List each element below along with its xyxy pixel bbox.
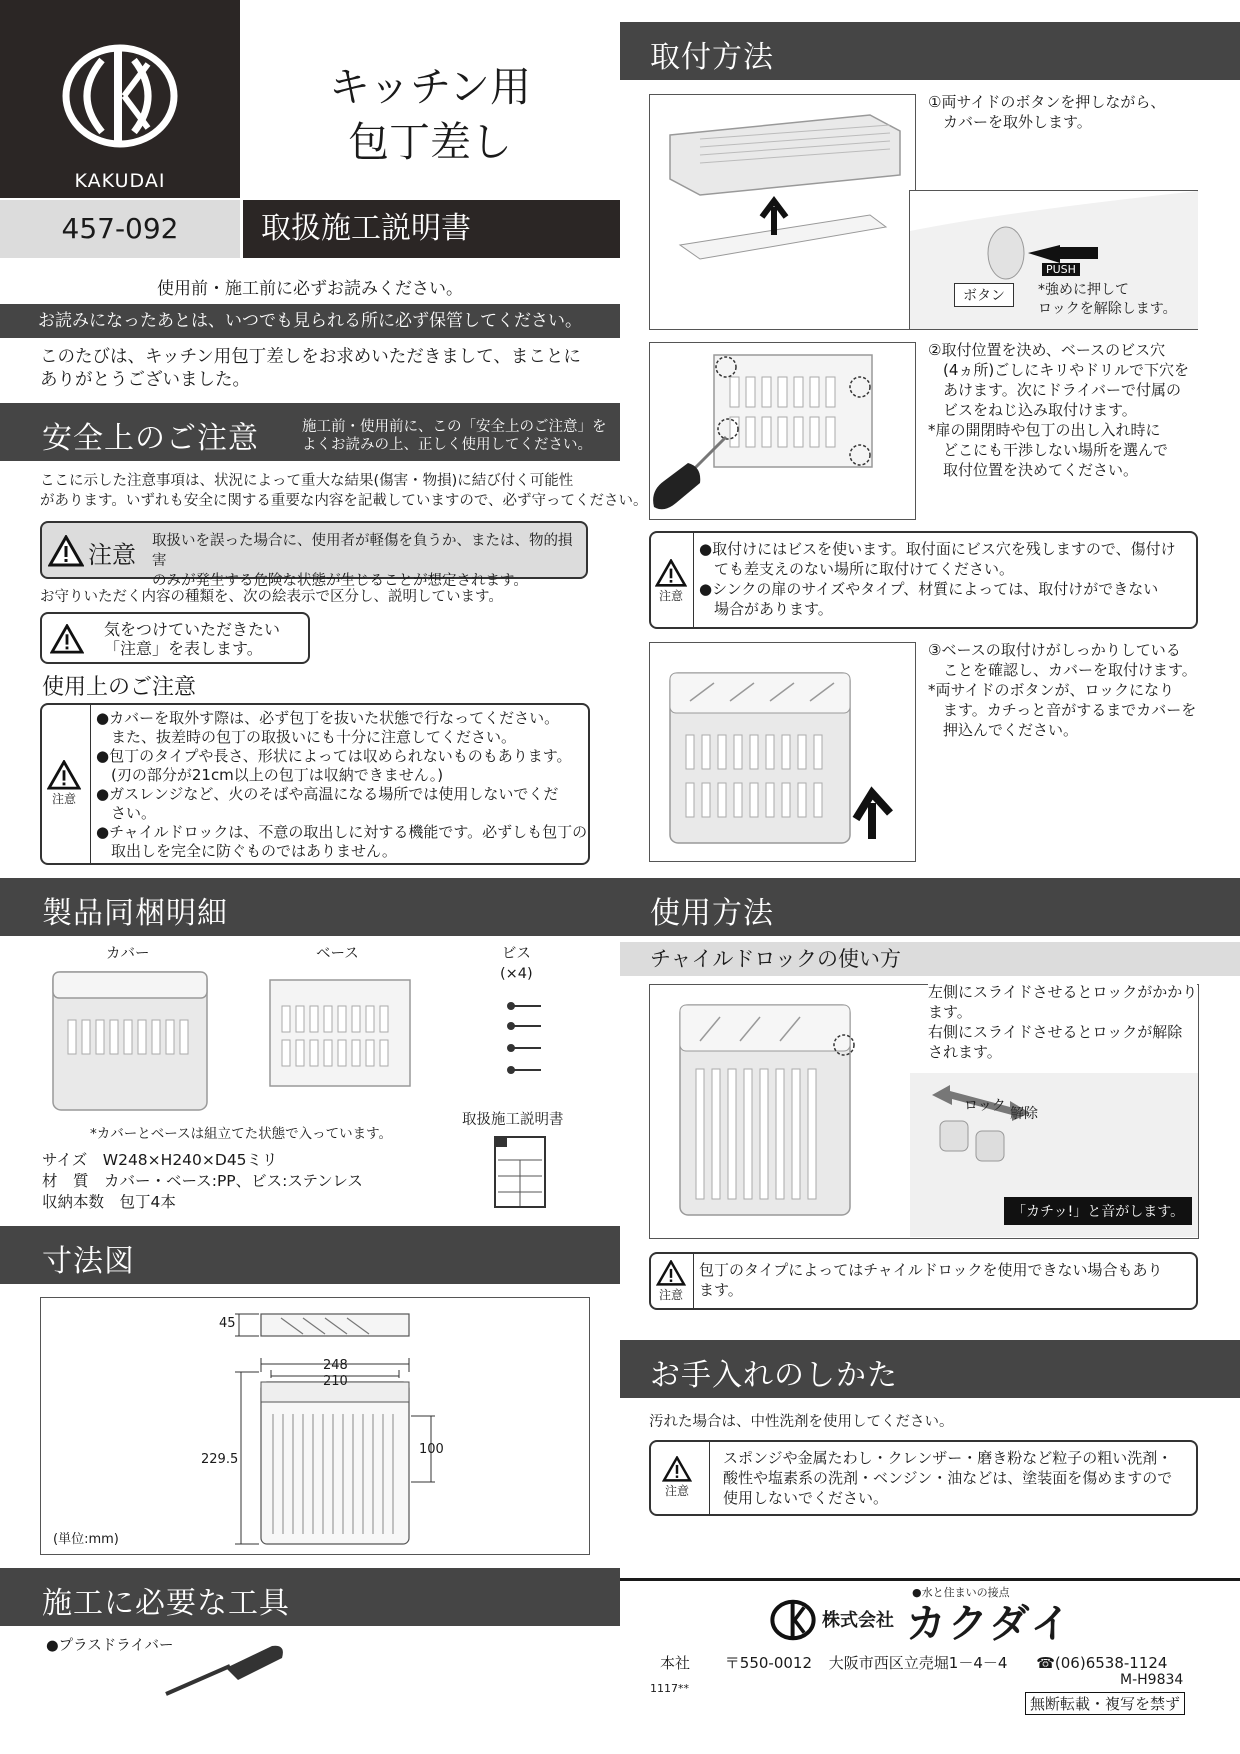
footer-tagline: ●水と住まいの接点 [912, 1586, 1010, 1599]
dim-pitch: 100 [419, 1442, 444, 1457]
warning-triangle-icon [662, 1456, 692, 1482]
kakudai-logo-icon [62, 44, 178, 148]
usage-caution-title: 使用上のご注意 [42, 675, 197, 700]
press-note [1038, 281, 1177, 319]
safety-note-line1: 施工前・使用前に、この「安全上のご注意」を [302, 419, 607, 435]
list-item: ●チャイルドロックは、不意の取出しに対する機能です。必ずしも包丁の [96, 823, 588, 841]
care-title: お手入れのしかた [650, 1358, 898, 1393]
list-item: また、抜差時の包丁の取扱いにも十分に注意してください。 [96, 728, 517, 746]
list-item: ことを確認し、カバーを取付けます。 [928, 661, 1197, 679]
care-caution-text [723, 1448, 1172, 1508]
childlock-caution-label [655, 1260, 687, 1303]
list-item: ます。カチっと音がするまでカバーを [928, 701, 1197, 719]
cover-image [50, 964, 210, 1114]
lock-label: ロック [964, 1098, 1006, 1114]
dim-width-inner: 210 [323, 1374, 348, 1389]
hq-label: 本社 [660, 1654, 691, 1672]
warning-triangle-icon [655, 559, 687, 587]
list-item: どこにも干渉しない場所を選んで [928, 441, 1169, 459]
list-item: ②取付位置を決め、ベースのビス穴 [928, 341, 1166, 359]
assembled-note: *カバーとベースは組立てた状態で入っています。 [90, 1126, 392, 1142]
dim-height: 229.5 [201, 1452, 239, 1467]
list-item: 酸性や塩素系の洗剤・ベンジン・油などは、塗装面を傷めますので [723, 1469, 1173, 1487]
safety-desc [40, 471, 648, 511]
list-item: 場合があります。 [699, 600, 833, 618]
step3-illustration [649, 642, 916, 862]
doc-code: M-H9834 [1120, 1672, 1184, 1688]
list-item: ●カバーを取外す際は、必ず包丁を抜いた状態で行なってください。 [96, 709, 560, 727]
list-item: ③ベースの取付けがしっかりしている [928, 641, 1181, 659]
safety-desc-line1: ここに示した注意事項は、状況によって重大な結果(傷害・物損)に結び付く可能性 [40, 473, 574, 489]
phone-number: ☎(06)6538-1124 [1036, 1654, 1168, 1672]
list-item: ●シンクの扉のサイズやタイプ、材質によっては、取付けができない [699, 580, 1159, 598]
dimensions-title: 寸法図 [42, 1244, 135, 1279]
product-title-line1: キッチン用 [328, 63, 532, 111]
list-item: さい。 [96, 804, 157, 822]
company-name: カクダイ [906, 1601, 1073, 1647]
childlock-text [928, 982, 1197, 1062]
base-mounting-image [650, 343, 916, 519]
safety-title: 安全上のご注意 [42, 421, 259, 456]
company-prefix: 株式会社 [822, 1610, 894, 1631]
list-item: ます。 [928, 1003, 972, 1021]
list-item: 左側にスライドさせるとロックがかかり [928, 983, 1198, 1001]
screw-label [500, 944, 533, 984]
print-code: 1117** [650, 1682, 689, 1695]
divider [693, 533, 694, 627]
product-title [240, 60, 620, 170]
safety-desc-line2: があります。いずれも安全に関する重要な内容を記載していますので、必ず守ってください。 [40, 493, 648, 509]
list-item: 使用しないでください。 [723, 1489, 889, 1507]
dim-depth: 45 [219, 1316, 236, 1331]
step1-line2: カバーを取外します。 [928, 113, 1092, 131]
release-label: 解除 [1010, 1106, 1038, 1122]
screws-image [505, 998, 545, 1080]
caution-definition-line1: 取扱いを誤った場合に、使用者が軽傷を負うか、または、物的損害 [152, 533, 573, 569]
press-note-line1: *強めに押して [1038, 282, 1129, 298]
footer-rule [620, 1578, 1240, 1581]
list-item: ビスをねじ込み取付けます。 [928, 401, 1137, 419]
intro-line1: このたびは、キッチン用包丁差しをお求めいただきまして、まことに [40, 347, 581, 367]
address: 大阪市西区立売堀1－4－4 [828, 1654, 1008, 1672]
dimensions-heading-bar [0, 1226, 620, 1284]
spec-material: 材 質 カバー・ベース:PP、ビス:ステンレス [42, 1172, 363, 1190]
product-number: 457-092 [0, 200, 240, 258]
childlock-caution-line2: ます。 [699, 1281, 743, 1299]
childlock-caution-box [649, 1252, 1198, 1310]
list-item: (刃の部分が21cm以上の包丁は収納できません。) [96, 766, 444, 784]
safety-note-line2: よくお読みの上、正しく使用してください。 [302, 437, 592, 453]
tools-heading-bar [0, 1568, 620, 1626]
unit-label: (単位:mm) [53, 1532, 119, 1547]
childlock-caution-label-text: 注意 [658, 1288, 683, 1302]
install-caution-box [649, 531, 1198, 629]
symbol-legend-box [40, 612, 310, 664]
spec-list [42, 1150, 363, 1213]
list-item: 右側にスライドさせるとロックが解除 [928, 1023, 1183, 1041]
base-image [262, 976, 420, 1090]
divider [693, 1254, 694, 1308]
usage-caution-list [96, 709, 587, 861]
classify-text: お守りいただく内容の種類を、次の絵表示で区分し、説明しています。 [40, 589, 503, 605]
caution-definition-line2: のみが発生する危険な状態が生じることが想定されます。 [152, 573, 528, 589]
symbol-legend-line1: 気をつけていただきたい [104, 620, 281, 639]
list-item: 取付位置を決めてください。 [928, 461, 1139, 479]
safety-note [302, 418, 607, 454]
step1-line1: ①両サイドのボタンを押しながら、 [928, 93, 1166, 111]
intro-line2: ありがとうございました。 [40, 370, 250, 390]
install-heading-bar [620, 22, 1240, 80]
tool-item: ●プラスドライバー [46, 1638, 174, 1654]
step1-text [928, 92, 1165, 132]
step2-text [928, 340, 1189, 480]
care-caution-label-text: 注意 [664, 1484, 689, 1498]
install-caution-list [699, 539, 1176, 619]
childlock-caution-text [699, 1260, 1163, 1300]
warning-triangle-icon [50, 624, 84, 654]
intro-text [40, 346, 581, 392]
usage-caution-label [48, 760, 80, 807]
caution-definition [152, 531, 586, 591]
dim-width-outer: 248 [323, 1358, 348, 1373]
step1-illustration [649, 94, 916, 330]
copyright-notice: 無断転載・複写を禁ず [1025, 1692, 1185, 1715]
spec-capacity: 収納本数 包丁4本 [42, 1193, 176, 1211]
dimension-drawing [41, 1298, 589, 1554]
tools-title: 施工に必要な工具 [42, 1586, 290, 1621]
warning-triangle-icon [656, 1260, 686, 1286]
list-item: (4ヵ所)ごしにキリやドリルで下穴を [928, 361, 1189, 379]
symbol-legend-text [104, 620, 280, 658]
postal-code: 〒550-0012 [724, 1654, 813, 1672]
click-sound-label: 「カチッ!」と音がします。 [1004, 1197, 1192, 1225]
install-caution-label-text: 注意 [658, 589, 683, 603]
list-item: 取出しを完全に防ぐものではありません。 [96, 842, 397, 860]
cover-attach-image [650, 643, 916, 861]
logo-block [0, 0, 240, 198]
base-label: ベース [316, 946, 359, 962]
care-caution-box [649, 1440, 1198, 1516]
contents-title: 製品同梱明細 [42, 896, 228, 931]
usage-caution-box [40, 703, 590, 865]
cover-label: カバー [106, 946, 150, 962]
symbol-legend-line2: 「注意」を表します。 [104, 639, 263, 658]
list-item: スポンジや金属たわし・クレンザー・磨き粉など粒子の粗い洗剤・ [723, 1449, 1173, 1467]
screwdriver-icon [160, 1640, 290, 1700]
product-title-line2: 包丁差し [348, 118, 512, 166]
screw-label-text: ビス [501, 946, 531, 962]
hq-address [660, 1652, 1167, 1673]
list-item: されます。 [928, 1043, 1002, 1061]
button-closeup [909, 190, 1198, 330]
install-title: 取付方法 [650, 40, 774, 75]
list-item: あけます。次にドライバーで付属の [928, 381, 1182, 399]
screw-qty: (×4) [500, 966, 533, 982]
read-notice: 使用前・施工前に必ずお読みください。 [157, 279, 463, 299]
howto-title: 使用方法 [650, 896, 774, 931]
howto-heading-bar [620, 878, 1240, 936]
care-desc: 汚れた場合は、中性洗剤を使用してください。 [649, 1414, 954, 1430]
step3-text [928, 640, 1197, 740]
list-item: ●取付けにはビスを使います。取付面にビス穴を残しますので、傷付け [699, 540, 1176, 558]
care-heading-bar [620, 1340, 1240, 1398]
install-caution-label [655, 559, 687, 604]
usage-caution-label-text: 注意 [51, 792, 76, 806]
list-item: ●ガスレンジなど、火のそばや高温になる場所では使用しないでくだ [96, 785, 559, 803]
kakudai-logo-icon [770, 1598, 816, 1642]
warning-triangle-icon [48, 535, 84, 567]
button-label: ボタン [954, 283, 1014, 307]
brand-name: KAKUDAI [74, 170, 166, 192]
childlock-subtitle: チャイルドロックの使い方 [620, 942, 1240, 976]
list-item: ●包丁のタイプや長さ、形状によっては収められないものもあります。 [96, 747, 572, 765]
care-caution-label [661, 1456, 693, 1499]
caution-word: 注意 [88, 541, 136, 569]
safety-heading-bar [0, 403, 620, 461]
list-item: 押込んでください。 [928, 721, 1079, 739]
caution-definition-box [40, 521, 588, 589]
keep-notice: お読みになったあとは、いつでも見られる所に必ず保管してください。 [0, 304, 620, 338]
doc-title: 取扱施工説明書 [243, 200, 620, 258]
list-item: ても差支えのない場所に取付けてください。 [699, 560, 1015, 578]
divider [90, 705, 91, 863]
cover-removal-image [650, 95, 916, 329]
manual-image [494, 1136, 546, 1208]
contents-heading-bar [0, 878, 620, 936]
list-item: *扉の開閉時や包丁の出し入れ時に [928, 421, 1161, 439]
warning-triangle-icon [47, 760, 81, 790]
childlock-caution-line1: 包丁のタイプによってはチャイルドロックを使用できない場合もあり [699, 1261, 1163, 1279]
spec-size: サイズ W248×H240×D45ミリ [42, 1151, 278, 1169]
step2-illustration [649, 342, 916, 520]
manual-label: 取扱施工説明書 [462, 1112, 564, 1128]
dimension-drawing-frame [40, 1297, 590, 1555]
push-label: PUSH [1042, 263, 1080, 276]
list-item: *両サイドのボタンが、ロックになり [928, 681, 1175, 699]
divider [709, 1442, 710, 1514]
press-note-line2: ロックを解除します。 [1038, 301, 1177, 317]
